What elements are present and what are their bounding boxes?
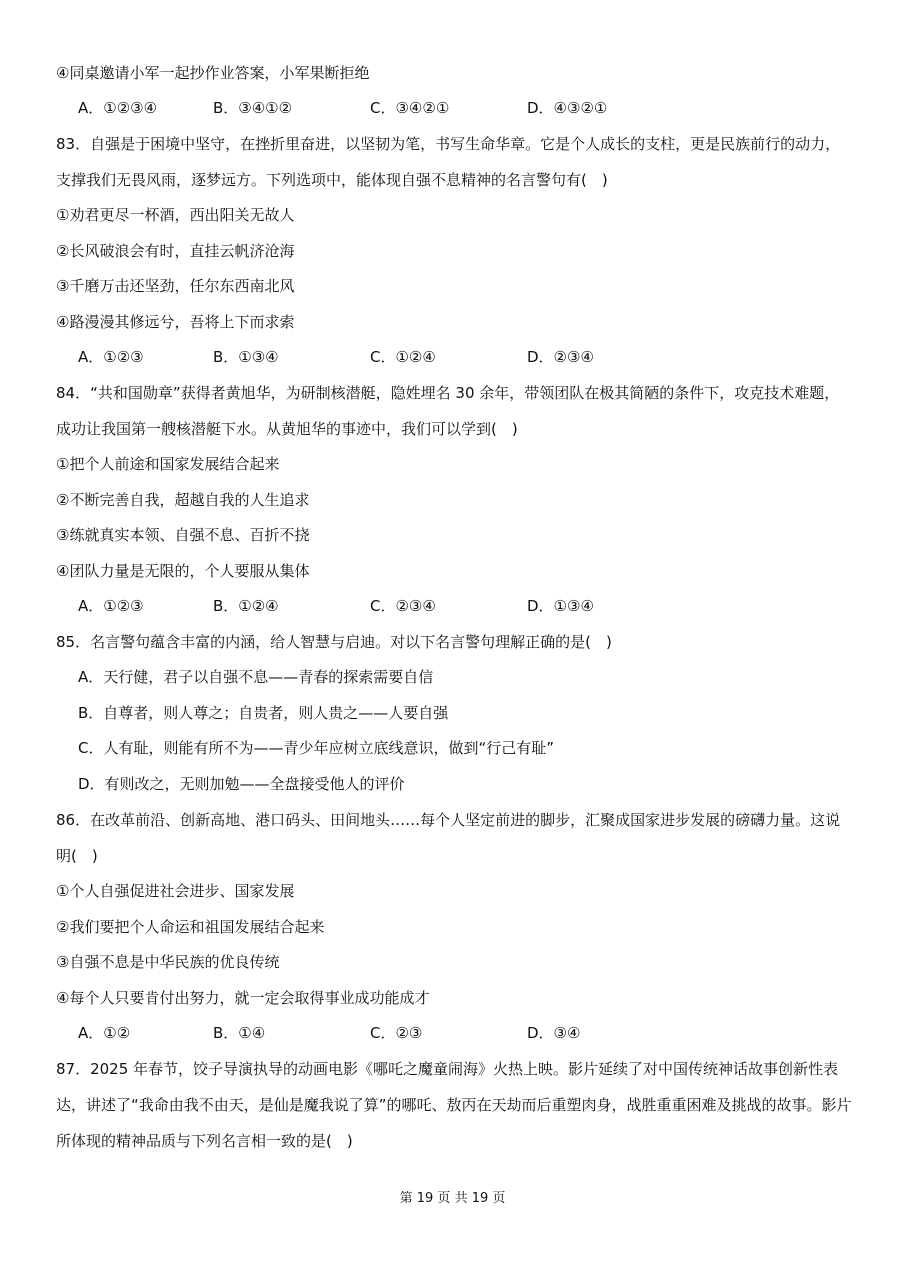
option-c: C．③④②① — [370, 99, 450, 117]
option-d: D．②③④ — [527, 348, 594, 366]
option-b: B．③④①② — [213, 99, 293, 117]
q83-item-2: ②长风破浪会有时，直挂云帆济沧海 — [56, 242, 295, 260]
option-d: D．①③④ — [527, 597, 594, 615]
question-85-stem: 85．名言警句蕴含丰富的内涵，给人智慧与启迪。对以下名言警句理解正确的是( ) — [56, 633, 612, 651]
q83-item-3: ③千磨万击还坚劲，任尔东西南北风 — [56, 277, 295, 295]
q83-item-1: ①劝君更尽一杯酒，西出阳关无故人 — [56, 206, 295, 224]
q84-options — [78, 595, 778, 617]
q85-option-c: C．人有耻，则能有所不为——青少年应树立底线意识，做到“行己有耻” — [78, 739, 555, 757]
q85-option-d: D．有则改之，无则加勉——全盘接受他人的评价 — [78, 775, 405, 793]
option-a: A．①②③ — [78, 597, 144, 615]
q85-option-a: A．天行健，君子以自强不息——青春的探索需要自信 — [78, 668, 434, 686]
q83-options — [78, 346, 778, 368]
q86-item-3: ③自强不息是中华民族的优良传统 — [56, 953, 280, 971]
question-87-stem: 87．2025 年春节，饺子导演执导的动画电影《哪吒之魔童闹海》火热上映。影片延续了对中国传统神话故事创新性表达，讲述了“我命由我不由天，是仙是魔我说了算”的哪吒、敖丙在天劫而后重塑肉身，战胜重重困难及挑战的故事。影片所体现的精神品质与下列名言相一致的是( ) — [56, 1060, 852, 1150]
option-d: D．③④ — [527, 1024, 581, 1042]
q84-item-2: ②不断完善自我，超越自我的人生追求 — [56, 491, 310, 509]
pre-options — [78, 97, 778, 119]
q83-item-4: ④路漫漫其修远兮，吾将上下而求索 — [56, 313, 295, 331]
q86-item-2: ②我们要把个人命运和祖国发展结合起来 — [56, 918, 325, 936]
q84-item-1: ①把个人前途和国家发展结合起来 — [56, 455, 280, 473]
option-a: A．①② — [78, 1024, 131, 1042]
question-83-stem: 83．自强是于困境中坚守，在挫折里奋进，以坚韧为笔，书写生命华章。它是个人成长的支柱，更是民族前行的动力，支撑我们无畏风雨，逐梦远方。下列选项中，能体现自强不息精神的名言警句有( ) — [56, 135, 841, 189]
option-a: A．①②③④ — [78, 99, 158, 117]
option-c: C．②③ — [370, 1024, 423, 1042]
q85-option-b: B．自尊者，则人尊之；自贵者，则人贵之——人要自强 — [78, 704, 449, 722]
option-c: C．①②④ — [370, 348, 436, 366]
option-a: A．①②③ — [78, 348, 144, 366]
option-b: B．①③④ — [213, 348, 279, 366]
option-c: C．②③④ — [370, 597, 436, 615]
option-d: D．④③②① — [527, 99, 608, 117]
q86-item-1: ①个人自强促进社会进步、国家发展 — [56, 882, 295, 900]
q84-item-3: ③练就真实本领、自强不息、百折不挠 — [56, 526, 310, 544]
q86-item-4: ④每个人只要肯付出努力，就一定会取得事业成功能成才 — [56, 989, 430, 1007]
option-b: B．①②④ — [213, 597, 279, 615]
question-84-stem: 84．“共和国勋章”获得者黄旭华，为研制核潜艇，隐姓埋名 30 余年，带领团队在极其简陋的条件下，攻克技术难题，成功让我国第一艘核潜艇下水。从黄旭华的事迹中，我们可以学到( ) — [56, 384, 840, 438]
option-b: B．①④ — [213, 1024, 266, 1042]
page-footer: 第 19 页 共 19 页 — [399, 1191, 506, 1206]
q86-options — [78, 1022, 778, 1044]
question-86-stem: 86．在改革前沿、创新高地、港口码头、田间地头……每个人坚定前进的脚步，汇聚成国家进步发展的磅礴力量。这说明( ) — [56, 811, 841, 865]
q84-item-4: ④团队力量是无限的，个人要服从集体 — [56, 562, 310, 580]
pre-item-4: ④同桌邀请小军一起抄作业答案，小军果断拒绝 — [56, 64, 370, 82]
